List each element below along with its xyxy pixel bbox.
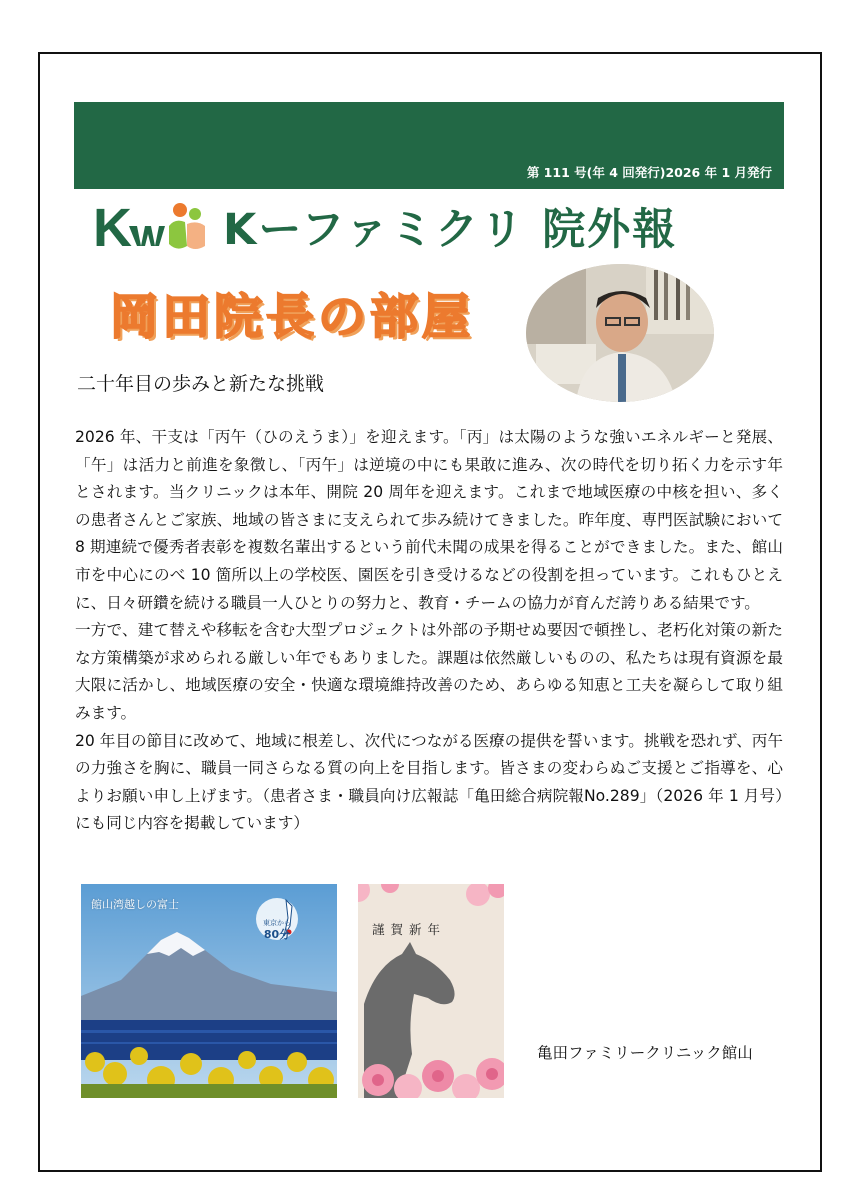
article-paragraph: 20 年目の節目に改めて、地域に根差し、次代につながる医療の提供を誓います。挑戦を恐れず、丙午の力強さを胸に、職員一同さらなる質の向上を目指します。皆さまの変わらぬご支援とご指導を、心よりお願い申し上げます。（患者さま・職員向け広報誌「亀田総合病院報No.289」（2026 年 1 月号）にも同じ内容を掲載しています） [75, 731, 783, 833]
masthead [93, 196, 783, 256]
new-year-card [358, 884, 504, 1098]
clinic-logo-icon [93, 196, 209, 254]
badge-time: 80分 [263, 928, 291, 941]
director-portrait [526, 264, 714, 402]
article-paragraph: 2026 年、干支は「丙午（ひのえうま）」を迎えます。「丙」は太陽のような強いエネルギーと発展、「午」は活力と前進を象徴し、「丙午」は逆境の中にも果敢に進み、次の時代を切り拓く力を示す年とされます。当クリニックは本年、開院 20 周年を迎えます。これまで地域医療の中核を担い、多くの患者さんとご家族、地域の皆さまに支えられて歩み続けてきました。昨年度、専門医試験において 8 期連続で優秀者表彰を複数名輩出するという前代未聞の成果を得ることができました。また、館山市を中心にのべ 10 箇所以上の学校医、園医を引き受けるなどの役割を担っています。これもひとえに、日々研鑽を続ける職員一人ひとりの努力と、教育・チームの協力が育んだ誇りある結果です。 [75, 428, 783, 612]
greeting-text: 謹賀新年 [372, 922, 447, 937]
article-paragraph: 一方で、建て替えや移転を含む大型プロジェクトは外部の予期せぬ要因で頓挫し、老朽化対策の新たな方策構築が求められる厳しい年でもありました。課題は依然厳しいものの、私たちは現有資源を最大限に活かし、地域医療の安全・快適な環境維持改善のため、あらゆる知恵と工夫を凝らして取り組みます。 [75, 621, 783, 722]
article-body [75, 424, 783, 838]
fuji-photo-caption: 館山湾越しの富士 [91, 898, 179, 911]
badge-text: 東京から [263, 919, 291, 927]
newsletter-title: Kーファミクリ 院外報 [223, 205, 678, 255]
header-band [74, 102, 784, 189]
svg-text:K: K [93, 198, 132, 254]
clinic-name: 亀田ファミリークリニック館山 [537, 1044, 753, 1062]
article-title: 二十年目の歩みと新たな挑戦 [77, 373, 325, 395]
column-title: 岡田院長の部屋 [110, 289, 475, 345]
issue-line: 第 111 号(年 4 回発行)2026 年 1 月発行 [526, 165, 772, 180]
